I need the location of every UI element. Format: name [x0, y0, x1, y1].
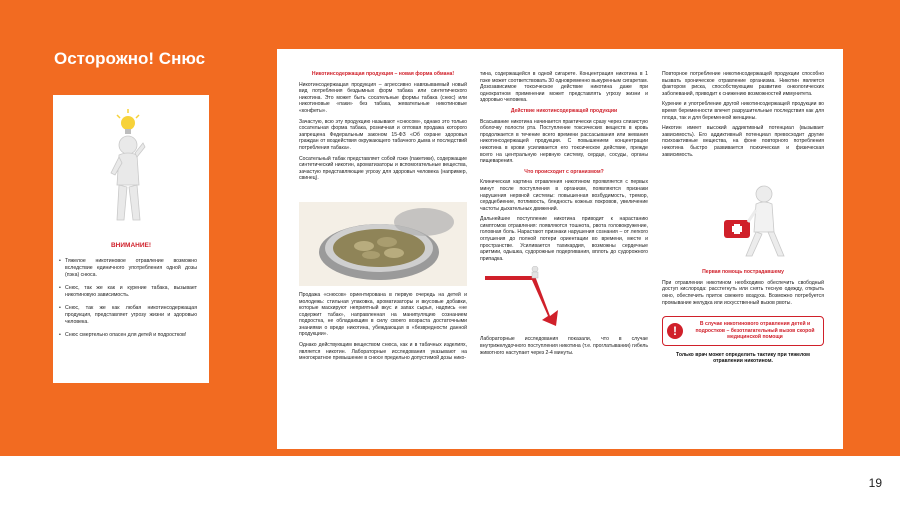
- brochure-column-2: [480, 71, 648, 360]
- paragraph: Дальнейшее поступление никотина приводит к нарастанию симптомов отравления: появляются тошнота, рвота головокружение, головная боль. Нарастают признаки нарушения сознания – от легкого оглушения до полной потери ориентации во времени, месте и пространстве. Усиливается тахикардия, возможны сердечные аритмии, одышка, судорожные подергивания, вплоть до судорожного припадка.: [480, 216, 648, 262]
- list-item: • Тяжелое никотиновое отравление возможно вследствие единичного употребления одной дозы (пэка) снюса.: [59, 258, 197, 279]
- paragraph: Зачастую, всю эту продукцию называют «снюсом», однако это только сосательная форма табака, розничная и оптовая продажа которого запрещена Федеральным законом 15-ФЗ «Об охране здоровья граждан от воздействия окружающего табачного дыма и последствий потребления табака».: [299, 118, 467, 151]
- section-heading: Никотинсодержащая продукция – новая форма обмана!: [311, 71, 455, 77]
- falling-arrow-illustration: [480, 266, 580, 328]
- paragraph: Никотинсодержащая продукция – агрессивно навязываемый новый вид потребления бездымных форм табака или синтетического никотина. Это может быть сосательные формы табака (снюс) или никотиновые «паки» без табака, жевательные никотиновые «конфеты».: [299, 81, 467, 114]
- list-item: • Снюс смертельно опасен для детей и подростков!: [59, 332, 197, 339]
- doctor-with-first-aid-kit-illustration: [712, 184, 802, 259]
- brochure-column-1: [299, 71, 467, 366]
- left-warning-panel: [53, 95, 209, 383]
- paragraph: Однако действующим веществом снюса, как и в табачных изделиях, является никотин. Лабораторные исследования указывают на многократное превышение в снюсе предельно допустимой дозы нико-: [299, 342, 467, 362]
- list-item: • Снюс, так же как любая никотинсодержащая продукция, представляет угрозу жизни и здоровью человека.: [59, 305, 197, 326]
- paragraph: Продажа «снюсов» ориентирована в первую очередь на детей и молодежь: стильная упаковка, ароматизаторы и вкусовые добавки, которые маскируют неприятный вкус и запах сырья, надпись «не содержит табак», направленная на манипуляцию сознанием подростка, не обладающим в силу своего возраста достаточными знаниями о вреде никотина, убеждающая в «безвредности данной продукции».: [299, 291, 467, 338]
- paragraph: Повторное потребление никотинсодержащей продукции способно вызвать хроническое отравление организма. Никотин является фактором риска, способствующим развитию онкологических заболеваний, приводит к снижению возможностей иммунитета.: [662, 71, 824, 97]
- list-item: • Снюс, так же как и курение табака, вызывает никотиновую зависимость.: [59, 285, 197, 299]
- slide-title: Осторожно! Снюс: [54, 49, 206, 68]
- section-heading: Что происходит с организмом?: [524, 168, 604, 175]
- page-number: 19: [868, 476, 882, 490]
- lightbulb-icon: [117, 109, 139, 134]
- paragraph: Клиническая картина отравления никотином проявляется с первых минут после поступления в организм, появляются признаки нарушения нервной системы: повышенная возбудимость, тремор, сердцебиение, потливость, бледность кожных покровов, увеличение частоты дыхательных движений.: [480, 179, 648, 212]
- warning-title: ВНИМАНИЕ!: [110, 242, 152, 249]
- paragraph: тина, содержащейся в одной сигарете. Концентрация никотина в 1 пэке может соответствовать 30 одновременно выкуренным сигаретам. Дозозависимое токсическое действие никотина даже при однократном применении может представлять угрозу жизни и здоровью человека.: [480, 71, 648, 104]
- paragraph: При отравлении никотином необходимо обеспечить свободный доступ кислорода: расстегнуть или снять тесную одежду, открыть окно, обеспечить приток свежего воздуха. Возможно потребуется промывание желудка или искусственный вызов рвоты.: [662, 279, 824, 306]
- paragraph: Сосательный табак представляет собой пэки (пакетики), содержащие синтетический никотин, ароматизаторы и вспомогательные вещества, зачастую представляющие угрозу для здоровья человека (например, свинец).: [299, 155, 467, 182]
- callout-text: В случае никотинового отравления детей и подростков – безотлагательный вызов скорой медицинской помощи: [695, 321, 815, 341]
- person-figure: [111, 136, 145, 220]
- section-heading: Первая помощь пострадавшему: [702, 269, 784, 276]
- brochure-column-3: [662, 71, 824, 369]
- paragraph: Всасывание никотина начинается практически сразу через слизистую оболочку полости рта. Поступление токсических веществ в кровь продолжается в течение всего времени рассасывания или жевания никотинсодержащей продукции. С повышением концентрации никотина в крови усиливается его токсическое действие, прежде всего на центральную нервную систему, сердце, сосуды, органы пищеварения.: [480, 118, 648, 165]
- paragraph: Лабораторные исследования показали, что в случае внутрижелудочного поступления никотина (т.е. проглатывании) гибель животного наступает через 2-4 минуты.: [480, 336, 648, 356]
- emergency-callout: [662, 316, 824, 346]
- warning-list: [59, 258, 197, 345]
- brochure-page: [277, 49, 843, 449]
- paragraph: Никотин имеет высокий аддиктивный потенциал (вызывает зависимость). Его аддиктивный потенциал превосходит другие психоактивные вещества, на фоне повторного потребления никотина быстро развивается психическая и физическая зависимость.: [662, 125, 824, 158]
- thinking-figure-illustration: [53, 95, 209, 235]
- snus-tin-photo: [299, 202, 467, 286]
- paragraph: Курение и употребление другой никотинсодержащей продукции во время беременности влечет разрушительные последствия как для плода, так и для беременной женщины.: [662, 101, 824, 121]
- exclamation-icon: !: [667, 323, 683, 339]
- section-heading: Действие никотинсодержащей продукции: [510, 107, 618, 114]
- doctor-note: Только врач может определить тактику при тяжелом отравлении никотином.: [676, 351, 810, 365]
